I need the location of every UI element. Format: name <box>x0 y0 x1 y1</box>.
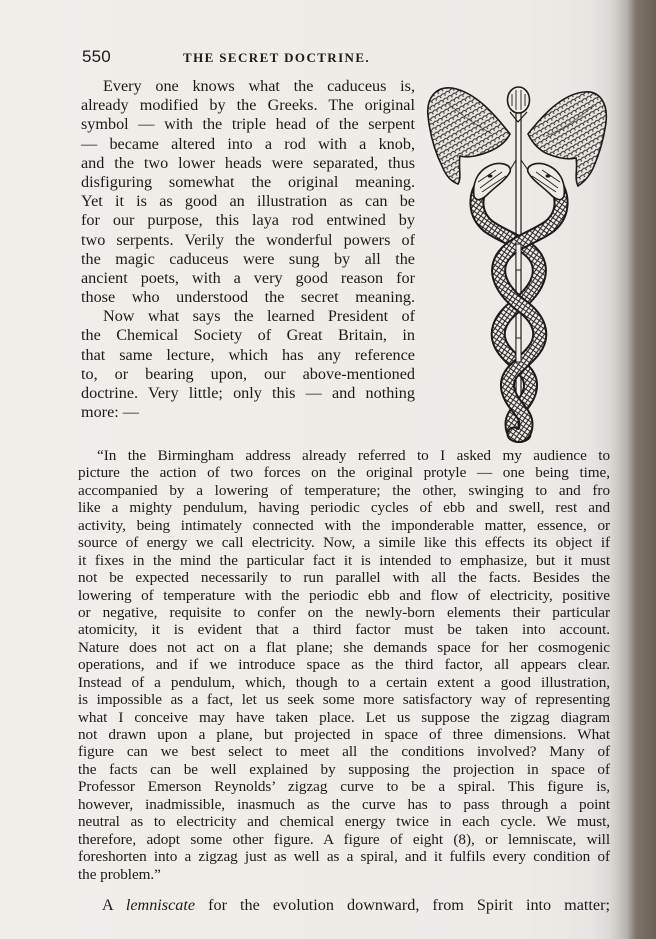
quote-line: figure can we best select to meet all the conditions involved? Many of <box>78 743 610 761</box>
quote-line: however, inadmissible, inasmuch as the curve has to pass through a point <box>78 795 610 813</box>
quote-line: not be expected necessarily to run parallel with all the facts. Besides the <box>78 569 610 587</box>
text-line: for our purpose, this laya rod entwined by <box>81 211 415 230</box>
text-line: — became altered into a rod with a knob, <box>81 134 415 153</box>
quote-line: therefore, adopt some other figure. A figure of eight (8), or lemniscate, will <box>78 830 610 848</box>
paragraph-president <box>81 307 415 422</box>
quote-line: or negative, requisite to confer on the newly-born elements their particular <box>78 603 610 621</box>
text-line: more: — <box>81 403 139 422</box>
text-line: doctrine. Very little; only this — and nothing <box>81 384 415 402</box>
quote-line: operations, and if we introduce space as the third factor, all appears clear. <box>78 656 610 674</box>
final-prefix: A <box>102 896 126 914</box>
quote-line: is impossible as a fact, let us seek some more satisfactory way of representing <box>78 691 610 709</box>
rod-knob <box>508 87 530 113</box>
text-line: to, or bearing upon, our above-mentioned <box>81 364 415 383</box>
quote-line: not drawn upon a plane, but projected in space of three dimensions. What <box>78 726 610 743</box>
text-line: the Chemical Society of Great Britain, in <box>81 326 415 345</box>
quote-line: picture the action of two forces on the original protyle — one being time, <box>78 464 610 482</box>
italic-term-lemniscate: lemniscate <box>125 896 196 914</box>
text-line: Every one knows what the caduceus is, <box>103 77 415 95</box>
text-line: already modified by the Greeks. The original <box>81 96 415 115</box>
quote-line: the facts can be well explained by supposing the projection in space of <box>78 760 610 778</box>
quote-line: the problem.” <box>78 865 161 883</box>
text-line: ancient poets, with a very good reason for <box>81 268 415 287</box>
quote-line: atomicity, it is evident that a third factor must be taken into account. <box>78 621 610 639</box>
text-line: those who understood the secret meaning. <box>81 288 415 307</box>
rod <box>516 106 521 438</box>
final-suffix: for the evolution downward, from Spirit into matter; <box>195 896 611 914</box>
quote-line: it fixes in the mind the particular fact it is intended to emphasize, but it must <box>78 551 610 569</box>
text-line: symbol — with the triple head of the serpent <box>81 115 415 134</box>
text-line: and the two lower heads were separated, thus <box>81 153 415 172</box>
quote-line: source of energy we call electricity. Now, a simile like this effects its object if <box>78 534 610 552</box>
quote-line: Nature does not act on a flat plane; she demands space for her cosmogenic <box>78 638 610 656</box>
quote-line: “In the Birmingham address already referred to I asked my audience to <box>97 447 610 464</box>
quote-line: lowering of temperature with the periodic ebb and flow of electricity, positive <box>78 586 610 604</box>
quote-line: Professor Emerson Reynolds’ zigzag curve to be a spiral. This figure is, <box>78 778 610 796</box>
text-line: disfiguring somewhat the original meaning. <box>81 172 415 191</box>
quote-line: activity, being intimately connected with the imponderable matter, essence, or <box>78 516 610 534</box>
quote-line: neutral as to electricity and chemical energy twice in each cycle. We must, <box>78 813 610 831</box>
text-line: two serpents. Verily the wonderful powers of <box>81 230 415 249</box>
quote-line: accompanied by a lowering of temperature; the other, swinging to and fro <box>78 481 610 499</box>
block-quote <box>78 447 610 883</box>
text-line: Yet it is as good an illustration as can be <box>81 192 415 211</box>
quote-line: foreshorten into a zigzag just as well as a spiral, and it fulfils every condition of <box>78 848 610 866</box>
running-head: THE SECRET DOCTRINE. <box>183 50 371 65</box>
quote-line: like a mighty pendulum, having periodic cycles of ebb and swell, rest and <box>78 499 610 517</box>
text-line: that same lecture, which has any reference <box>81 345 415 364</box>
quote-line: Instead of a pendulum, which, though to a certain extent a good illustration, <box>78 673 610 691</box>
text-line: the magic caduceus were sung by all the <box>81 249 415 268</box>
paragraph-caduceus <box>81 77 415 307</box>
page-number: 550 <box>82 47 111 66</box>
final-paragraph <box>78 896 610 915</box>
column-text <box>81 77 415 422</box>
text-line: Now what says the learned President of <box>103 307 415 326</box>
caduceus-illustration <box>418 72 613 444</box>
quote-line: what I conceive may have taken place. Let us suppose the zigzag diagram <box>78 708 610 726</box>
